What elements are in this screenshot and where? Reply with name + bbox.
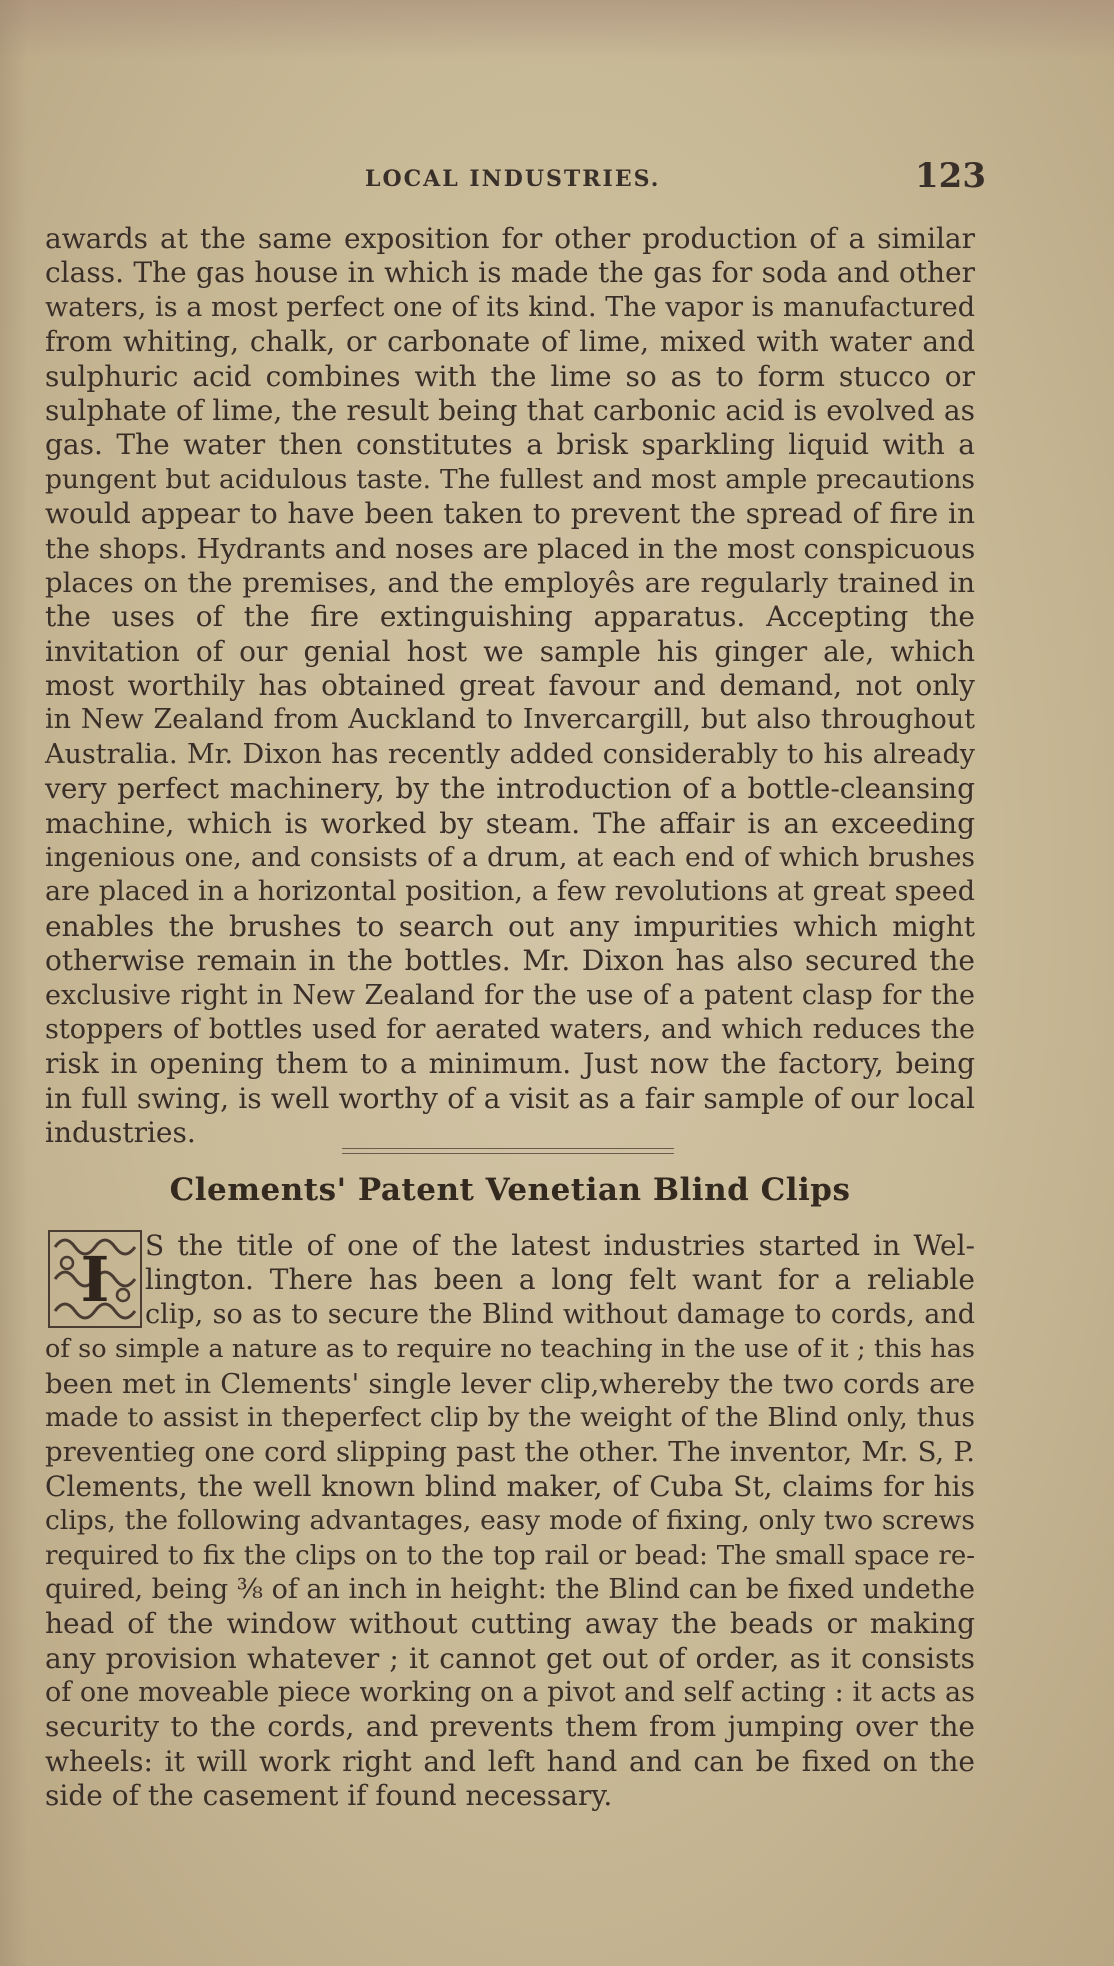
running-head: LOCAL INDUSTRIES. <box>365 166 661 192</box>
text-line: head of the window without cutting away the beads or making <box>45 1607 975 1641</box>
text-line: been met in Clements' single lever clip,whereby the two cords are <box>45 1367 975 1400</box>
text-line: clip, so as to secure the Blind without damage to cords, and <box>145 1298 975 1330</box>
text-line: security to the cords, and prevents them from jumping over the <box>45 1710 975 1744</box>
text-line: of so simple a nature as to require no teaching in the use of it ; this has <box>45 1334 975 1365</box>
text-line: invitation of our genial host we sample his ginger ale, which <box>45 634 975 668</box>
text-line: gas. The water then constitutes a brisk sparkling liquid with a <box>45 428 975 462</box>
text-line: sulphuric acid combines with the lime so as to form stucco or <box>45 359 975 393</box>
text-line: of one moveable piece working on a pivot and self acting : it acts as <box>45 1677 975 1709</box>
text-line: places on the premises, and the employês are regularly trained in <box>45 566 975 599</box>
page-number: 123 <box>915 156 986 196</box>
text-line: lington. There has been a long felt want for a reliable <box>145 1263 975 1297</box>
section-divider <box>342 1148 674 1154</box>
text-line: most worthily has obtained great favour and demand, not only <box>45 669 975 703</box>
text-line: are placed in a horizontal position, a few revolutions at great speed <box>45 876 975 908</box>
text-line: preventieg one cord slipping past the other. The inventor, Mr. S, P. <box>45 1436 975 1469</box>
text-line: made to assist in theperfect clip by the weight of the Blind only, thus <box>45 1401 975 1433</box>
text-line: exclusive right in New Zealand for the use of a patent clasp for the <box>45 979 975 1011</box>
text-line: wheels: it will work right and left hand and can be fixed on the <box>45 1744 975 1778</box>
text-line: any provision whatever ; it cannot get out of order, as it consists <box>45 1641 975 1675</box>
text-line: otherwise remain in the bottles. Mr. Dixon has also secured the <box>45 944 975 978</box>
text-line: pungent but acidulous taste. The fullest and most ample precautions <box>45 463 975 495</box>
text-line: would appear to have been taken to prevent the spread of fire in <box>45 497 975 531</box>
text-line: very perfect machinery, by the introduction of a bottle-cleansing <box>45 772 975 806</box>
text-line: risk in opening them to a minimum. Just now the factory, being <box>45 1047 975 1081</box>
article-body-clements <box>45 1229 975 1814</box>
section-title: Clements' Patent Venetian Blind Clips <box>169 1172 851 1208</box>
text-line: required to fix the clips on to the top rail or bead: The small space re- <box>45 1540 975 1571</box>
drop-cap-letter: I <box>80 1243 110 1316</box>
text-line: awards at the same exposition for other production of a similar <box>45 222 975 255</box>
text-line: in New Zealand from Auckland to Invercargill, but also throughout <box>45 704 975 736</box>
text-line: enables the brushes to search out any impurities which might <box>45 909 975 943</box>
text-line: Clements, the well known blind maker, of Cuba St, claims for his <box>45 1469 975 1503</box>
page-header <box>45 156 986 200</box>
text-line: the shops. Hydrants and noses are placed in the most conspicuous <box>45 532 976 565</box>
text-line: the uses of the fire extinguishing apparatus. Accepting the <box>45 600 975 634</box>
text-line: side of the casement if found necessary. <box>45 1779 613 1813</box>
text-line: waters, is a most perfect one of its kind. The vapor is manufactured <box>45 291 975 323</box>
text-line: industries. <box>45 1116 196 1150</box>
text-line: S the title of one of the latest industries started in Wel- <box>145 1229 975 1262</box>
text-line: machine, which is worked by steam. The affair is an exceeding <box>45 806 975 840</box>
text-line: clips, the following advantages, easy mode of fixing, only two screws <box>45 1505 975 1537</box>
text-line: sulphate of lime, the result being that carbonic acid is evolved as <box>45 393 975 427</box>
text-line: from whiting, chalk, or carbonate of lime, mixed with water and <box>45 325 975 359</box>
text-line: Australia. Mr. Dixon has recently added considerably to his already <box>45 738 975 770</box>
article-body-dixon <box>45 222 975 1151</box>
text-line: ingenious one, and consists of a drum, at each end of which brushes <box>45 842 975 874</box>
text-line: quired, being ⅜ of an inch in height: the Blind can be fixed undethe <box>45 1573 975 1605</box>
text-line: stoppers of bottles used for aerated waters, and which reduces the <box>45 1013 975 1045</box>
text-line: class. The gas house in which is made the gas for soda and other <box>45 256 975 290</box>
text-line: in full swing, is well worthy of a visit as a fair sample of our local <box>45 1081 975 1115</box>
